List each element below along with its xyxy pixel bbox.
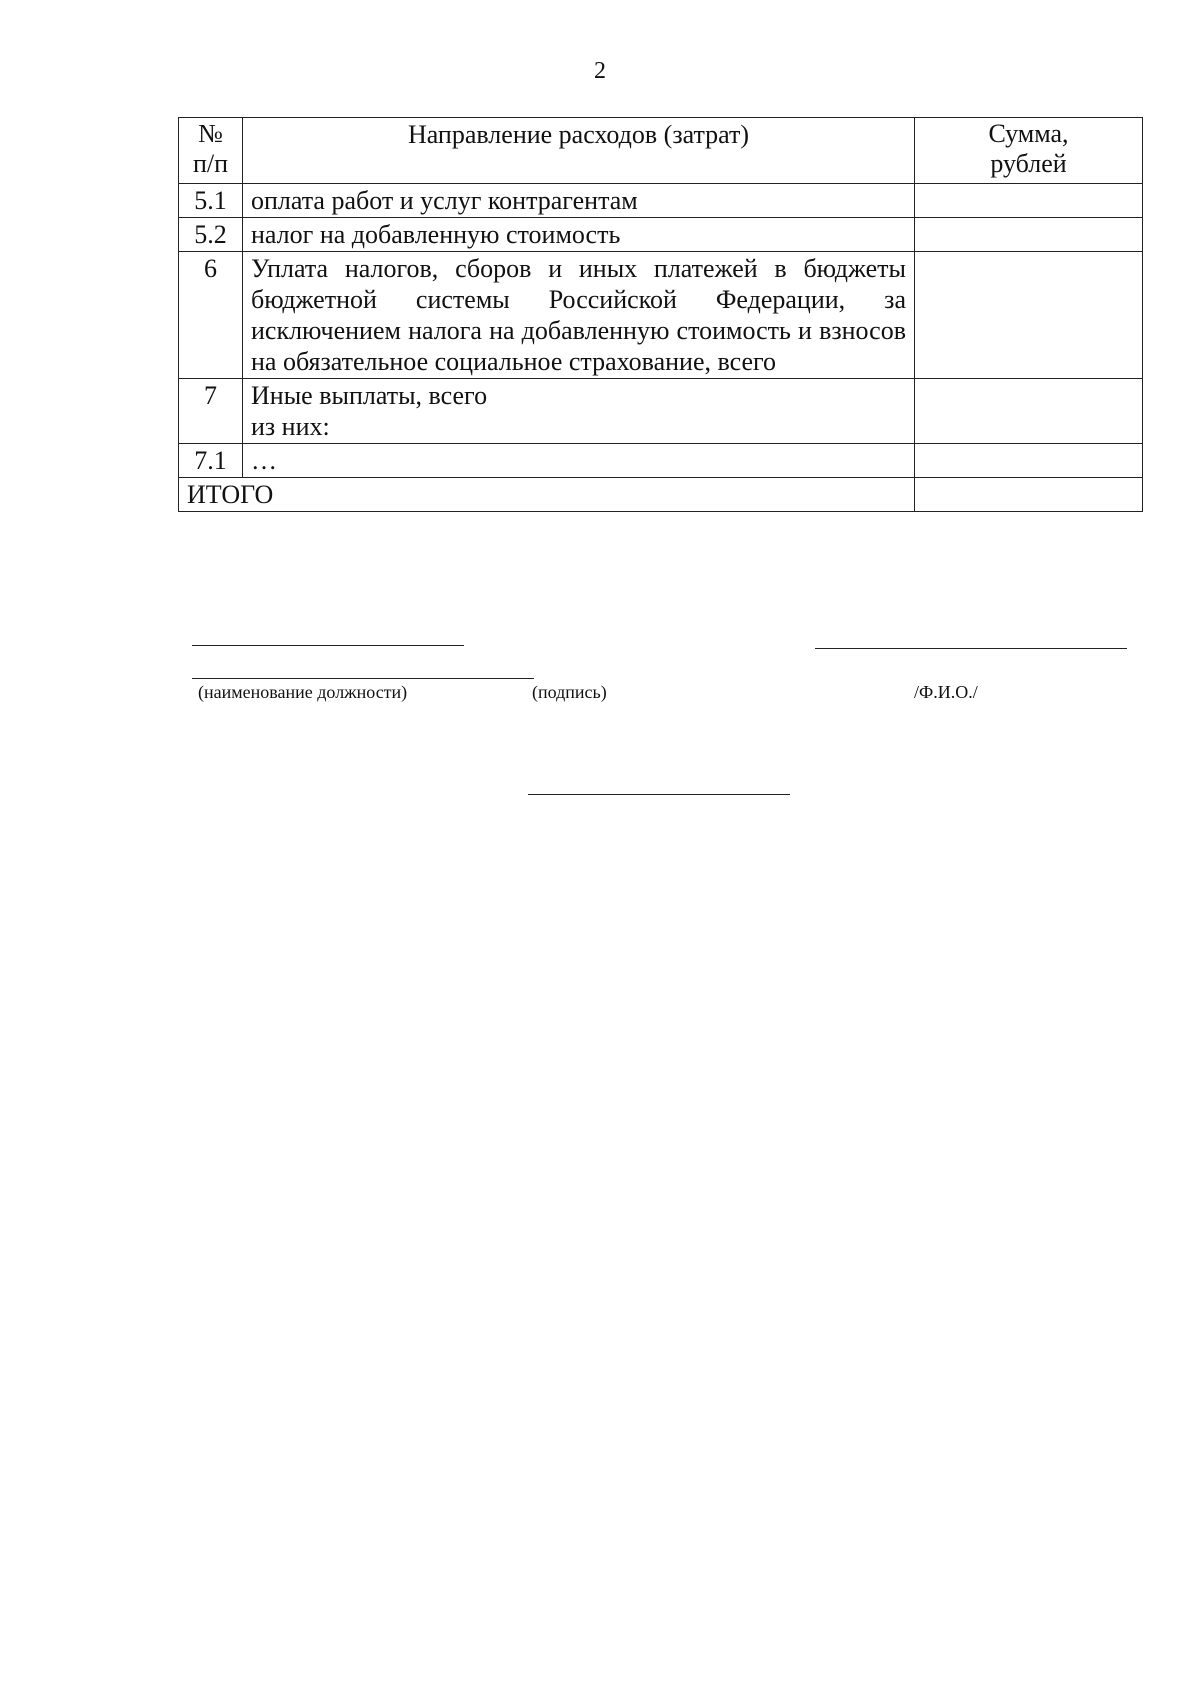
header-direction: Направление расходов (затрат) (243, 118, 915, 184)
row-number: 6 (179, 252, 243, 379)
row-direction: … (243, 444, 915, 478)
name-caption: /Ф.И.О./ (914, 682, 978, 702)
table-total-row (179, 478, 1143, 512)
page-number: 2 (594, 58, 606, 84)
row-direction: Уплата налогов, сборов и иных платежей в бюджеты бюджетной системы Российской Федерации, за исключением налога на добавленную стоимость и взносов на обязательное социальное страхование, всего (243, 252, 915, 379)
row-number: 7 (179, 379, 243, 444)
header-number-pp: п/п (192, 149, 229, 178)
total-label: ИТОГО (179, 478, 915, 512)
table-row (179, 218, 1143, 252)
header-sum-line2: рублей (990, 149, 1067, 178)
header-sum (915, 118, 1143, 184)
row-number: 7.1 (179, 444, 243, 478)
position-line-upper (192, 645, 464, 646)
table-row (179, 184, 1143, 218)
table-row (179, 379, 1143, 444)
row-sum (915, 218, 1143, 252)
row-direction: оплата работ и услуг контрагентам (243, 184, 915, 218)
row-sum (915, 252, 1143, 379)
header-number-symbol: № (198, 119, 223, 148)
row-direction: налог на добавленную стоимость (243, 218, 915, 252)
header-sum-line1: Сумма, (988, 119, 1069, 148)
row-direction (243, 379, 915, 444)
row-direction-line1: Иные выплаты, всего (251, 381, 488, 410)
row-direction-line2: из них: (251, 412, 330, 441)
row-sum (915, 444, 1143, 478)
row-sum (915, 379, 1143, 444)
header-number (179, 118, 243, 184)
table-row (179, 444, 1143, 478)
position-line-lower (192, 678, 534, 679)
total-sum (915, 478, 1143, 512)
name-line (815, 648, 1127, 649)
expenses-table (178, 117, 1143, 512)
table-row (179, 252, 1143, 379)
closing-line (528, 794, 790, 795)
table-header-row (179, 118, 1143, 184)
row-sum (915, 184, 1143, 218)
position-caption: (наименование должности) (198, 682, 408, 702)
row-number: 5.2 (179, 218, 243, 252)
signature-caption: (подпись) (532, 682, 607, 702)
row-number: 5.1 (179, 184, 243, 218)
